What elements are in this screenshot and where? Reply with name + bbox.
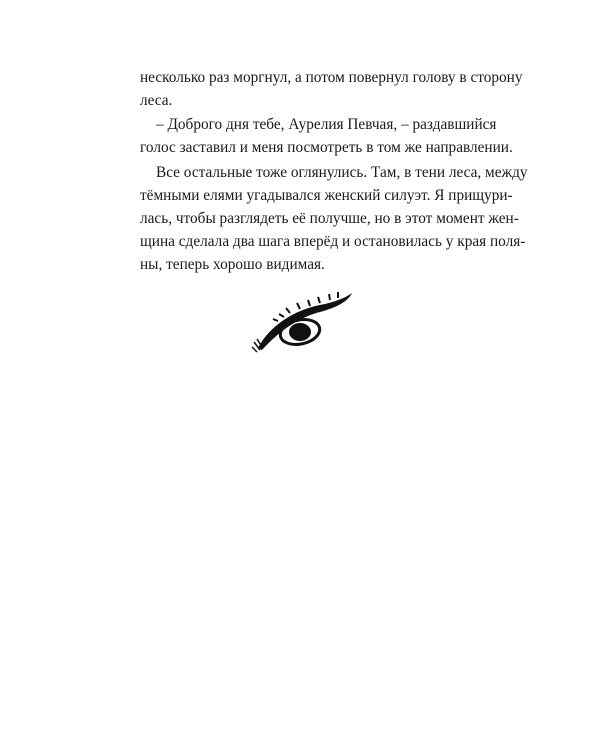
- text-line: леса.: [140, 92, 173, 109]
- text-line: лась, чтобы разглядеть её получше, но в этот момент жен-: [140, 210, 519, 227]
- text-line: ны, теперь хорошо видимая.: [140, 256, 325, 273]
- text-line: тёмными елями угадывался женский силуэт. Я прищури-: [140, 187, 513, 204]
- text-line: несколько раз моргнул, а потом повернул голову в сторону: [140, 69, 523, 86]
- text-line: Все остальные тоже оглянулись. Там, в тени леса, между: [156, 164, 528, 181]
- text-line: голос заставил и меня посмотреть в том же направлении.: [140, 139, 513, 156]
- text-line: щина сделала два шага вперёд и остановилась у края поля-: [140, 233, 526, 250]
- eye-ornament-icon: [250, 290, 360, 355]
- text-line: – Доброго дня тебе, Аурелия Певчая, – раздавшийся: [156, 116, 497, 133]
- book-page-text: [140, 66, 528, 276]
